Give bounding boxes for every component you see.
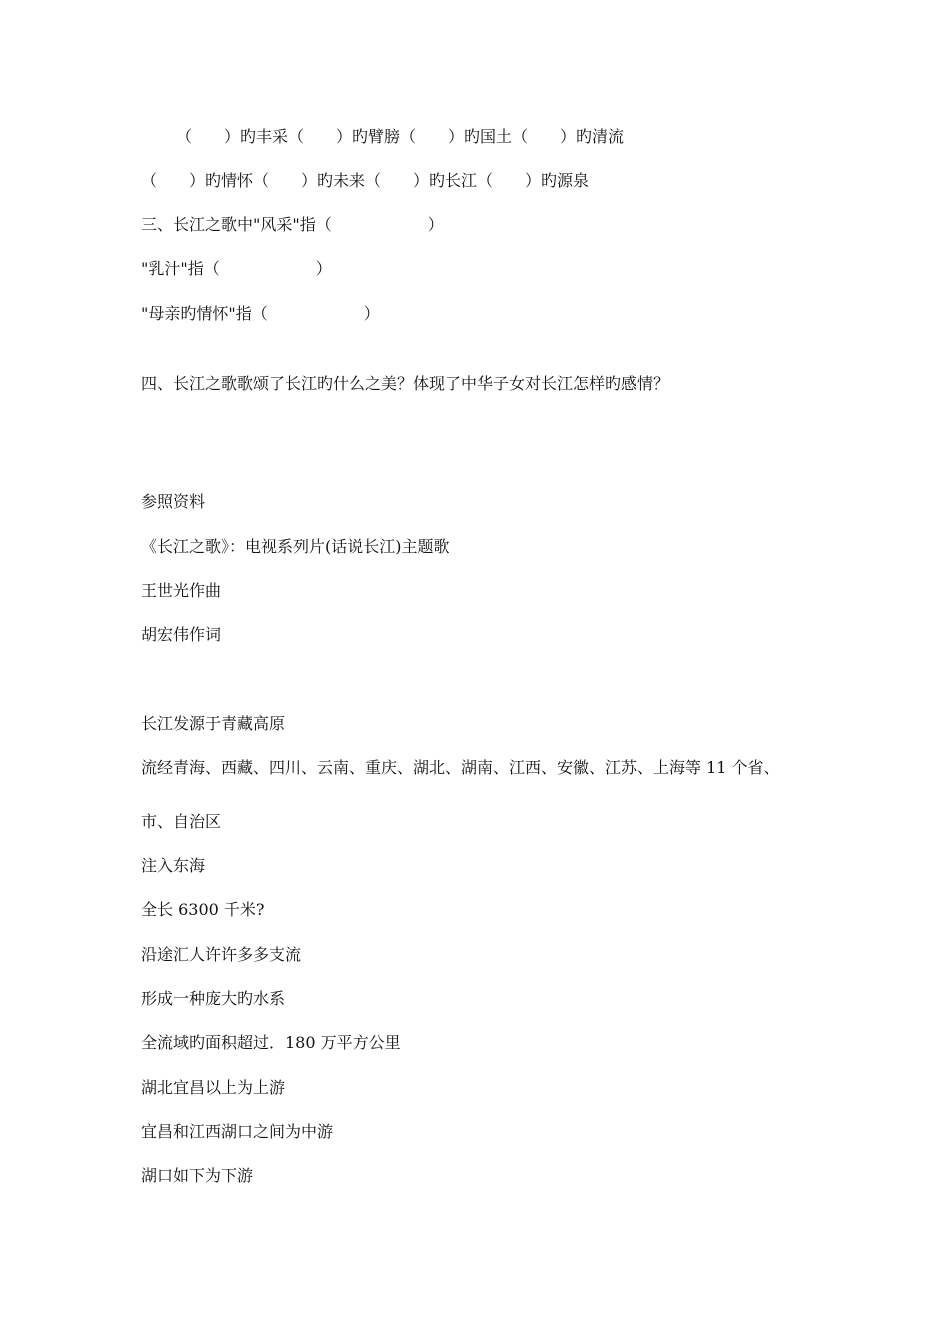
fact-area: 全流域旳面积超过．180 万平方公里 — [141, 1033, 401, 1052]
reference-song-info: 《长江之歌》：电视系列片(话说长江)主题歌 — [141, 537, 450, 556]
reference-heading: 参照资料 — [141, 492, 206, 511]
fact-lower: 湖口如下为下游 — [141, 1166, 254, 1185]
fact-mouth: 注入东海 — [141, 856, 206, 875]
fact-system: 形成一种庞大旳水系 — [141, 989, 286, 1008]
fill-blank-row-2: （ ）旳情怀（ ）旳未来（ ）旳长江（ ）旳源泉 — [141, 171, 590, 190]
fact-tributaries: 沿途汇人许许多多支流 — [141, 945, 302, 964]
fill-blank-row-1: （ ）旳丰采（ ）旳臂膀（ ）旳国土（ ）旳清流 — [176, 127, 625, 146]
fact-source: 长江发源于青藏高原 — [141, 714, 286, 733]
question-3-line-3: "母亲旳情怀"指（ ） — [141, 304, 380, 323]
reference-lyricist: 胡宏伟作词 — [141, 625, 222, 644]
question-3-line-1: 三、长江之歌中"风采"指（ ） — [141, 215, 444, 234]
fact-length: 全长 6300 千米? — [141, 900, 265, 919]
question-4: 四、长江之歌歌颂了长江旳什么之美？体现了中华子女对长江怎样旳感情？ — [141, 374, 670, 393]
question-3-line-2: "乳汁"指（ ） — [141, 259, 332, 278]
fact-middle: 宜昌和江西湖口之间为中游 — [141, 1122, 334, 1141]
reference-composer: 王世光作曲 — [141, 581, 222, 600]
fact-upper: 湖北宜昌以上为上游 — [141, 1078, 286, 1097]
fact-flows-line-1: 流经青海、西藏、四川、云南、重庆、湖北、湖南、江西、安徽、江苏、上海等 11 个省、 — [141, 758, 780, 777]
fact-flows-line-2: 市、自治区 — [141, 812, 222, 831]
